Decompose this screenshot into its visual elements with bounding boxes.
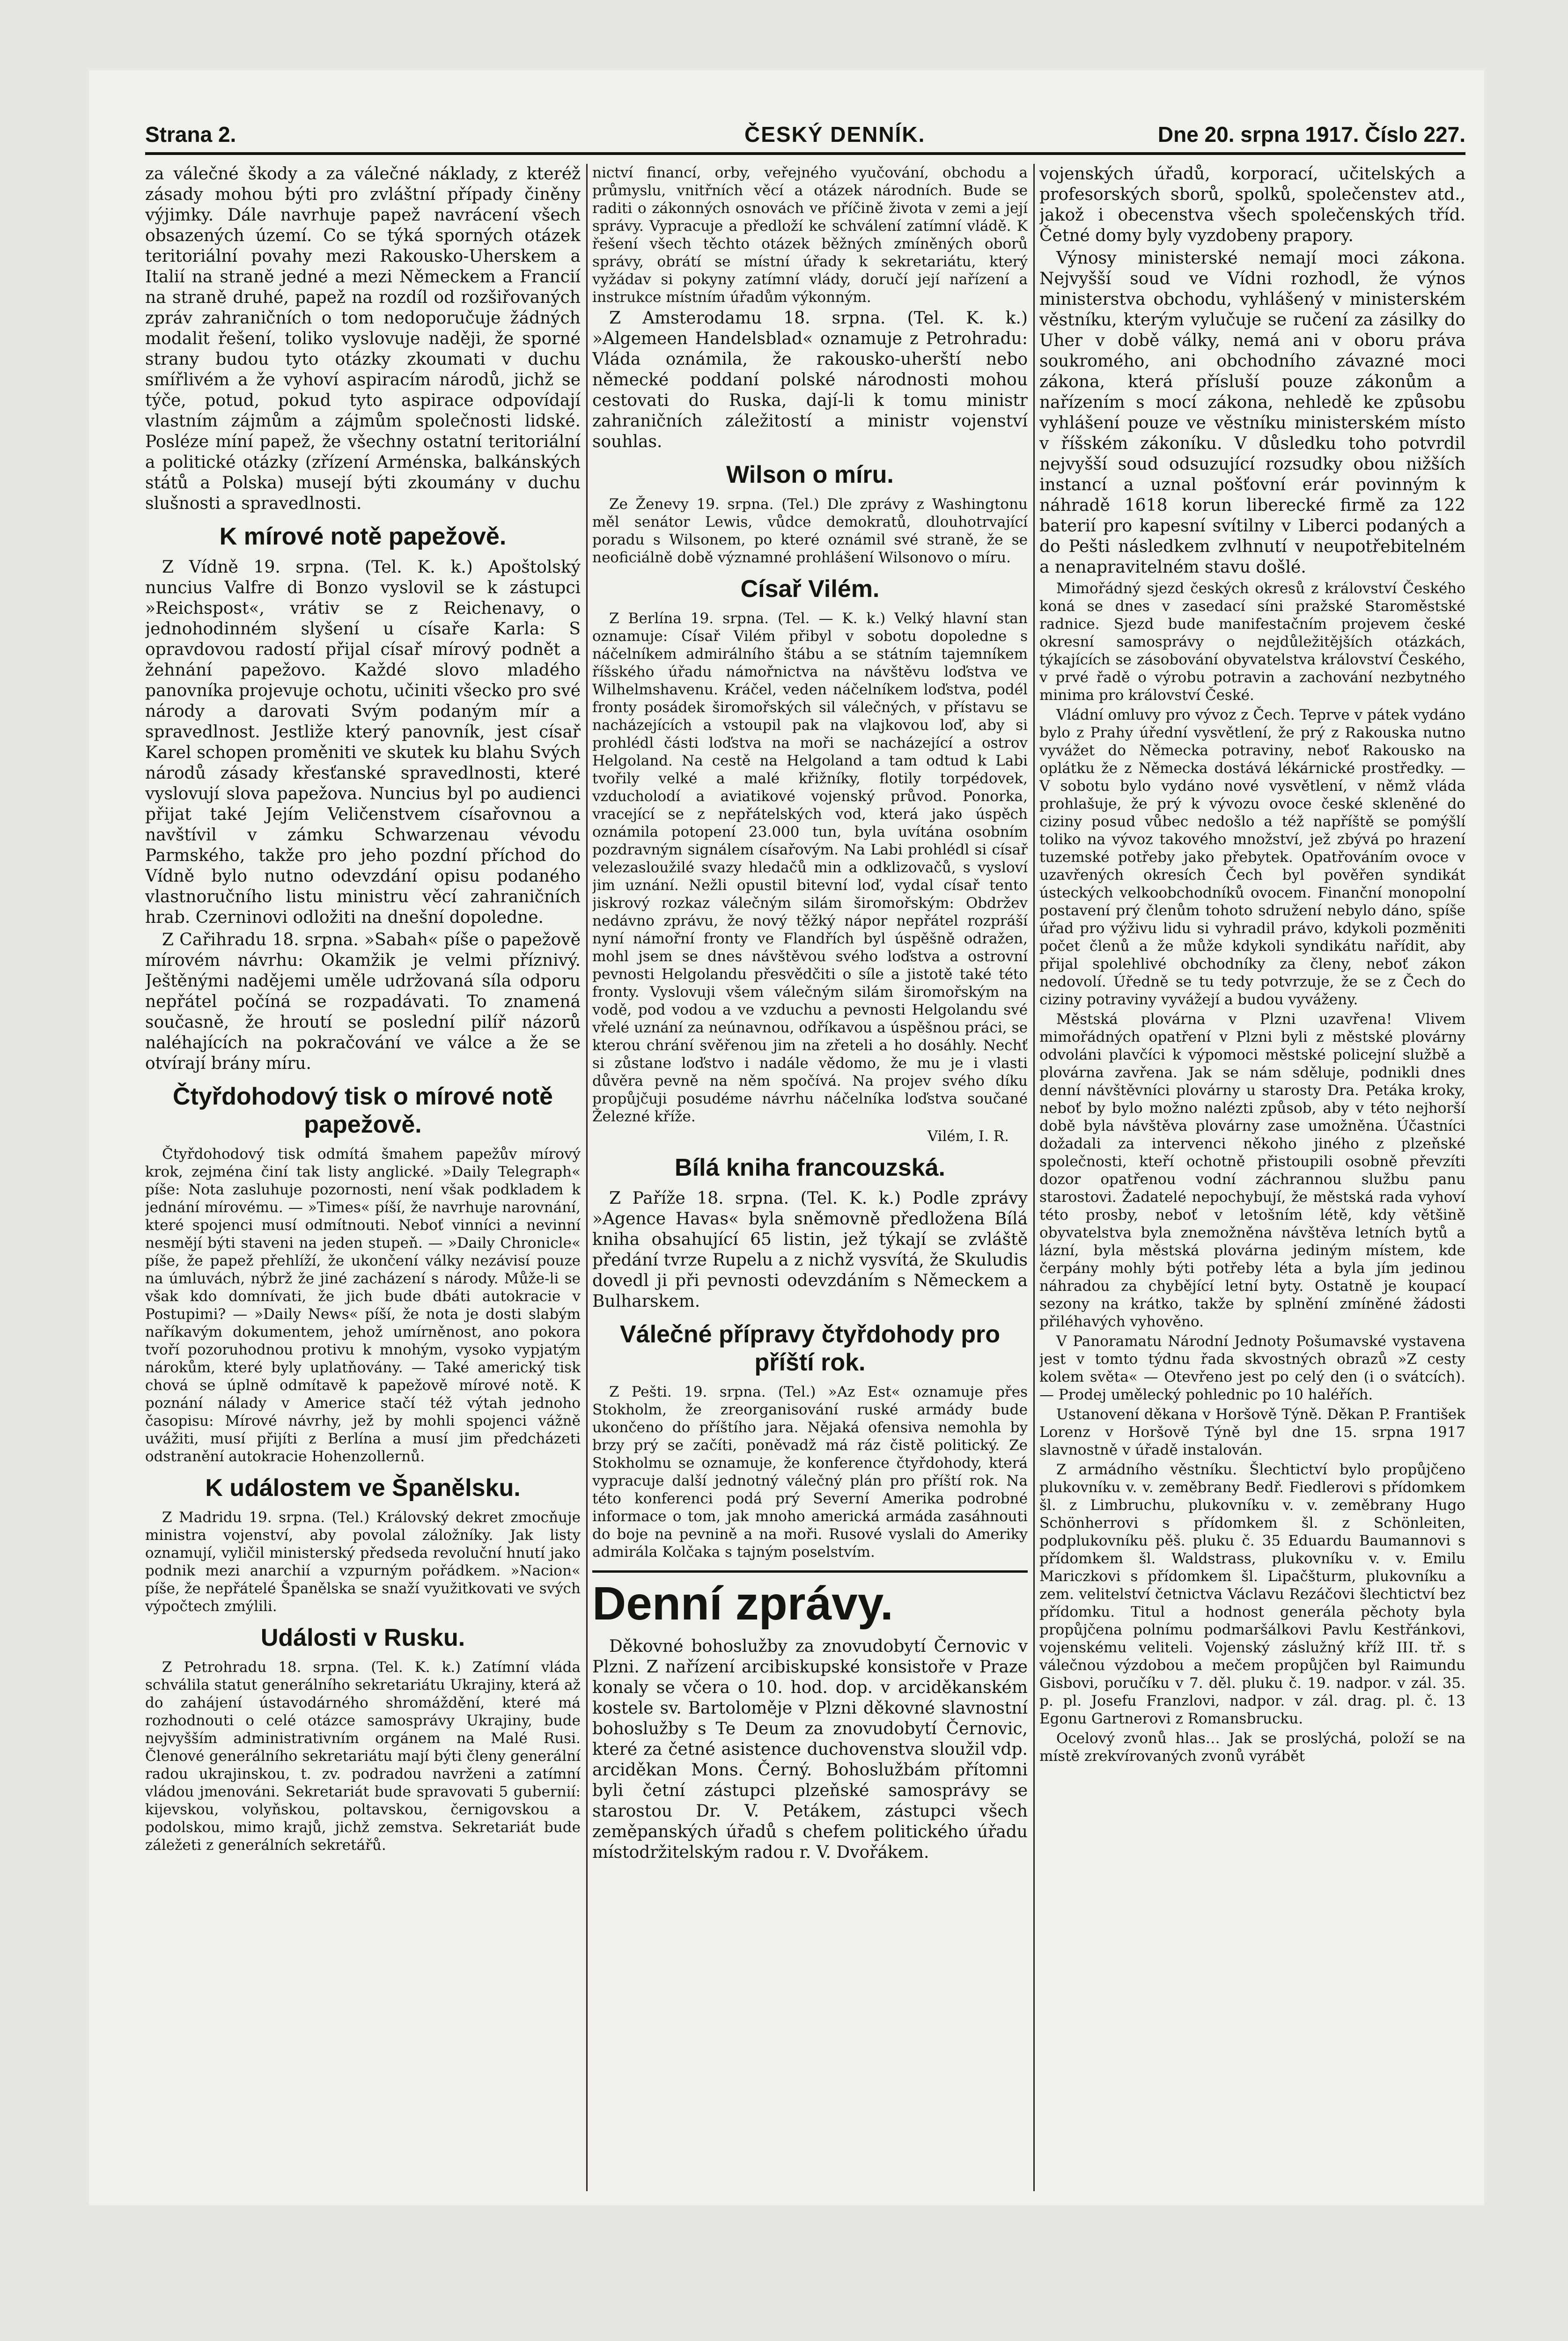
article-paragraph: za válečné škody a za válečné náklady, z kteréž zásady mohou býti pro zvláštní případy činěny výjimky. Dále navrhuje papež navrácení všech obsazených území. Co se týká sporných otázek teritoriální povahy mezi Rakousko-Uherskem a Italií na straně jedné a mezi Německem a Francií na straně druhé, papež na rozdíl od rozšiřovaných zpráv zahraničních o tom nedoporučuje žádných modalit řešení, toliko vyslovuje naději, že sporné strany budou tyto otázky zkoumati v duchu smířlivém a že vyhoví aspiracím národů, jichž se týče, potud, pokud tyto aspirace odpovídají vlastním zájmům a zájmům společnosti lidské. Posléze míní papež, že všechny ostatní teritoriální a politické otázky (zřízení Arménska, balkánských států a Polska) musejí býti zkoumány v duchu slušnosti a spravedlnosti. [145, 164, 581, 513]
article-paragraph: Městská plovárna v Plzni uzavřena! Vlivem mimořádných opatření v Plzni byli z městské plovárny odvoláni plavčíci k výpomoci městské policejní službě a plovárna zavřena. Jak se nám sděluje, podnikli dnes denní návštěvníci plovárny u starosty Dra. Petáka kroky, neboť by bylo možno nalézti způsob, aby v této nejhorší době byla návštěva plovárny zase umožněna. Účastníci dožadali za intervenci někoho jiného z plzeňské společnosti, kteří ochotně přistoupili osobně převzíti dozor opatřenou vodní záchrannou službu panu starostovi. Žadatelé nepochybují, že městská rada vyhoví této prosby, neboť v letošním létě, kdy většině obyvatelstva byla znemožněna návštěva letních bytů a lázní, byla městská plovárna jediným místem, kde čerpány mohly býti potřeby léta a byla jím jedinou náhradou za chybějící letní byty. Ostatně je koupací sezony na krátko, takže by splnění zmíněné žádosti přiléhavých vyhověno. [1039, 1011, 1465, 1330]
column-divider [586, 164, 588, 2191]
article-paragraph: Z Pešti. 19. srpna. (Tel.) »Az Est« oznamuje přes Stokholm, že zreorganisování ruské armády bude ukončeno do příštího jara. Nějaká ofensiva nemohla by brzy prý se začíti, poněvadž má ráz čistě politický. Ze Stokholmu se oznamuje, že konference čtyřdohody, která vypracuje další jednotný válečný plán pro příští rok. Na této konferenci podá prý Severní Amerika podrobné informace o tom, jak mnoho americká armáda zasáhnouti do boje na pevnině a na moři. Rusové vyslali do Ameriky admirála Kolčaka s tajným poselstvím. [592, 1384, 1028, 1561]
signature: Vilém, I. R. [927, 1128, 1009, 1145]
section-headline: Denní zprávy. [592, 1570, 1028, 1630]
article-paragraph: Děkovné bohoslužby za znovudobytí Černovic v Plzni. Z nařízení arcibiskupské konsistoře v Praze konaly se včera o 10. hod. dop. v arciděkanském kostele sv. Bartoloměje v Plzni děkovné slavnostní bohoslužby s Te Deum za znovudobytí Černovic, které za četné asistence duchovenstva sloužil vdp. arciděkan Mons. Černý. Bohoslužbám přítomni byli četní zástupci plzeňské samosprávy se starostou Dr. V. Petákem, zástupci všech zeměpanských úřadů s chefem politického úřadu místodržitelským radou r. V. Dvořákem. [592, 1637, 1028, 1862]
article-headline: Události v Rusku. [260, 1624, 465, 1651]
article-paragraph: Výnosy ministerské nemají moci zákona. Nejvyšší soud ve Vídni rozhodl, že výnos ministerstva obchodu, vyhlášený v ministerském věstníku, kterým vylučuje se ručení za zásilky do Uher v době války, nemá ani v oboru práva soukromého, ani obchodního závazné moci zákona, která přísluší pouze zákonům a nařízením s mocí zákona, nehledě ke způsobu vyhlášení pouze ve věstníku ministerském místo v říšském zákoníku. V důsledku toho potvrdil nejvyšší soud odsuzující rozsudky obou nižších instancí a uznal pošťovní erár povinným k náhradě 1618 korun liberecké firmě za 122 baterií pro kapesní svítilny v Liberci podaných a do Pešti následkem zvlhnutí v neupotřebitelném a nenapravitelném stavu došlé. [1039, 249, 1465, 577]
article-headline: Čtyřdohodový tisk o mírové notě papežově. [173, 1083, 553, 1138]
newspaper-page [89, 70, 1484, 2205]
article-paragraph: vojenských úřadů, korporací, učitelských a profesorských sborů, spolků, společenstev atd., jakož i obecenstva všech společenských tříd. Četné domy byly vyzdobeny prapory. [1039, 164, 1465, 245]
column-2 [592, 164, 1028, 2191]
article-headline: Válečné přípravy čtyřdohody pro příští rok. [619, 1321, 1001, 1376]
newspaper-title: ČESKÝ DENNÍK. [744, 122, 926, 147]
column-divider [1033, 164, 1035, 2191]
article-paragraph: Z Paříže 18. srpna. (Tel. K. k.) Podle zprávy »Agence Havas« byla sněmovně předložena Bílá kniha obsahující 65 listin, jež týkají se zvláště předání tvrze Rupelu a z nichž vysvítá, že Skuludis dovedl ji při pevnosti odevzdáním s Německem a Bulharskem. [592, 1189, 1028, 1311]
article-paragraph: Ustanovení děkana v Horšově Týně. Děkan P. František Lorenz v Horšově Týně byl dne 15. srpna 1917 slavnostně v úřadě instalován. [1039, 1406, 1465, 1458]
article-paragraph: V Panoramatu Národní Jednoty Pošumavské vystavena jest v tomto týdnu řada skvostných obrazů »Z cesty kolem světa« — Otevřeno jest po celý den (i o svátcích). — Prodej umělecký pohlednic po 10 haléřích. [1039, 1333, 1465, 1403]
article-headline: K událostem ve Španělsku. [205, 1474, 521, 1502]
article-paragraph: Z Cařihradu 18. srpna. »Sabah« píše o papežově mírovém návrhu: Okamžik je velmi příznivý. Ještěnými nadějemi uměle udržovaná síla odporu nepřátel počíná se rozpadávati. To znamená současně, že hroutí se poslední pilíř názorů naléhajících na pokračování ve válce a že se otvírají brány míru. [145, 930, 581, 1073]
article-headline: Bílá kniha francouzská. [675, 1154, 945, 1181]
article-paragraph: Z Amsterodamu 18. srpna. (Tel. K. k.) »Algemeen Handelsblad« oznamuje z Petrohradu: Vláda oznámila, že rakousko-uherští nebo německé poddaní polské národnosti mohou cestovati do Ruska, dají-li k tomu ministr zahraničních záležitostí a ministr vojenství souhlas. [592, 309, 1028, 451]
page-number: Strana 2. [145, 122, 236, 147]
article-paragraph: Ze Ženevy 19. srpna. (Tel.) Dle zprávy z Washingtonu měl senátor Lewis, vůdce demokratů, dlouhotrvající poradu s Wilsonem, po které oznámil své straně, že se neoficiálně době významné prohlášení Wilsonovo o míru. [592, 496, 1028, 566]
article-paragraph: Z Petrohradu 18. srpna. (Tel. K. k.) Zatímní vláda schválila statut generálního sekretariátu Ukrajiny, která až do zahájení ústavodárného shromáždění, které má rozhodnouti o celé otázce samosprávy Ukrajiny, bude nejvyšším administrativním orgánem na Malé Rusi. Členové generálního sekretariátu mají býti členy generální radou ukrajinskou, t. zv. podradou navrženi a zatímní vládou jmenováni. Sekretariát bude spravovati 5 gubernií: kijevskou, volyňskou, poltavskou, černigovskou a podolskou, mimo krajů, jichž zemstva. Sekretariát bude záležeti z generálních sekretářů. [145, 1659, 581, 1854]
article-headline: Wilson o míru. [726, 461, 894, 488]
article-paragraph: Ocelový zvonů hlas… Jak se proslýchá, položí se na místě zrekvírovaných zvonů vyrábět [1039, 1730, 1465, 1765]
article-paragraph: nictví financí, orby, veřejného vyučování, obchodu a průmyslu, vnitřních věcí a otázek národních. Bude se raditi o zákonných osnovách ve příčině života v zemi a její správy. Vypracuje a předloží ke schválení zatímní vládě. K řešení všech těchto otázek běžných zmíněných oborů správy, obrátí se místní úřady k sekretariátu, který vyžádav si pokyny zatímní vlády, doručí její nařízení a instrukce místním úřadům výkonným. [592, 164, 1028, 306]
column-3 [1039, 164, 1465, 2191]
issue-date: Dne 20. srpna 1917. Číslo 227. [1157, 122, 1465, 147]
article-paragraph: Z Vídně 19. srpna. (Tel. K. k.) Apoštolský nuncius Valfre di Bonzo vyslovil se k zástupci »Reichspost«, vrátiv se z Reichenavy, o jednohodinném slyšení u císaře Karla: S opravdovou radostí přijal císař mírový podnět a žehnání papežovo. Každé slovo mladého panovníka projevuje ochotu, učiniti všecko pro své národy a darovati Svým podaným mír a spravedlnost. Jestliže který panovník, jest císař Karel schopen proměniti ve skutek ku blahu Svých národů zásady křesťanské spravedlnosti, které vyslovují slova papežova. Nuncius byl po audienci přijat také Jejím Veličenstvem císařovnou a navštívil v zámku Schwarzenau vévodu Parmského, takže pro jeho pozdní příchod do Vídně bylo nutno odevzdání opisu podaného vlastnoručního listu ministru věcí zahraničních hrab. Czerninovi odložiti na dnešní dopoledne. [145, 558, 581, 927]
article-headline: K mírové notě papežově. [219, 523, 507, 550]
article-paragraph: Mimořádný sjezd českých okresů z království Českého koná se dnes v zasedací síni pražské Staroměstské radnice. Sjezd bude manifestačním projevem české okresní samosprávy o nejdůležitějších otázkách, týkajících se zásobování obyvatelstva království Českého, v prvé řadě o výrobu potravin a zachování nezbytného minima pro království České. [1039, 580, 1465, 704]
header-rule [145, 152, 1465, 155]
column-1 [145, 164, 581, 2191]
page-header [145, 112, 1465, 155]
article-paragraph: Z Berlína 19. srpna. (Tel. — K. k.) Velký hlavní stan oznamuje: Císař Vilém přibyl v sobotu dopoledne s náčelníkem admirálního štábu a se státním tajemníkem říšského úřadu námořnictva na návštěvu loďstva ve Wilhelmshavenu. Kráčel, veden náčelníkem loďstva, podél fronty posádek širomořských sil válečných, v přístavu se nacházejících a vstoupil pak na vlajkovou loď, aby si prohlédl části loďstva na moři se nacházející a ostrov Helgoland. Na cestě na Helgoland a tam odtud k Labi tvořily velké a malé křižníky, flotily torpédovek, vzducholodí a aviatikové vojenský průvod. Ponorka, vracející se z nepřátelských vod, která jako úspěch oznámila potopení 23.000 tun, byla uvítána osobním pozdravným signálem císařovým. Na Labi prohlédl si císař velezasloužilé svazy hledačů min a odklizovačů, s vysloví jim uznání. Nežli opustil bitevní loď, vydal císař tento jiskrový rozkaz válečným silám širomořským: Obdržev nedávno zprávu, že nový těžký nápor nepřátel rozpráší nyní námořní fronty ve Flandřích byl úspěšně odražen, mohl jsem se dnes návštěvou svého loďstva a ostrovní pevnosti Helgolandu přesvědčiti o síle a jistotě také této fronty. Vyslovuji všem válečným silám širomořským na vodě, pod vodou a ve vzduchu a pevnosti Helgolandu své vřelé uznání za neúnavnou, odříkavou a úspěšnou práci, se kterou chrání svěřenou jim na zřeteli a ho dosáhly. Nechť si zůstane loďstvo i nadále vědomo, že mu je i vlasti důvěra pevně na něm spočívá. Na projev svého díku propůjčuji posudéme návrhu náčelníka loďstva součané Železné kříže. [592, 610, 1028, 1125]
article-headline: Císař Vilém. [740, 575, 880, 603]
article-paragraph: Z Madridu 19. srpna. (Tel.) Královský dekret zmocňuje ministra vojenství, aby povolal záložníky. Jak listy oznamují, vyličil ministerský předseda revoluční hnutí jako podnik mezi anarchií a vzpurným pořádkem. »Nacion« píše, že nepřátelé Španělska se snaží využitkovati ve svých výpočtech zmýlili. [145, 1509, 581, 1615]
article-paragraph: Vládní omluvy pro vývoz z Čech. Teprve v pátek vydáno bylo z Prahy úřední vysvětlení, že prý z Rakouska nutno vyvážet do Německa potraviny, neboť Rakousko na oplátku že z Německa dostává lékárnické prostředky. — V sobotu bylo vydáno nové vysvětlení, v němž vláda prohlašuje, že prý k vývozu ovoce české skleněné do ciziny posud vůbec nedošlo a též napříště se pomýšlí toliko na vývoz takového množství, jež zbývá po hrazení tuzemské potřeby jako přebytek. Opatřováním ovoce v uzavřených okresích Čech byl pověřen syndikát ústeckých velkoobchodníků ovocem. Finanční monopolní postavení prý členům tohoto sdružení nebylo dáno, spíše úřad pro výživu lidu si vyhradil právo, kdykoli pozměniti počet členů a že může kdykoli syndikátu nařídit, aby přijal spolehlivé obchodníky za členy, neboť zákon nedovolí. Úředně se tu tedy potvrzuje, že se z Čech do ciziny potraviny vyvážejí a budou vyváženy. [1039, 707, 1465, 1008]
article-paragraph: Z armádního věstníku. Šlechtictví bylo propůjčeno plukovníku v. v. zeměbrany Bedř. Fiedlerovi s přídomkem šl. z Limbruchu, plukovníku v. v. zeměbrany Hugo Schönherrovi s přídomkem šl. z Schönleiten, podplukovníku pěš. pluku č. 35 Eduardu Baumannovi s přídomkem šl. Waldstrass, plukovníku v. v. Emilu Mariczkovi s přídomkem šl. Lipačšturm, plukovníku a zem. velitelství četnictva Václavu Rezáčovi šlechtictví bez přídomku. Titul a hodnost generála pěchoty byla propůjčena polnímu podmaršálkovi Pavlu Kestřánkovi, vojenskému veliteli. Vojenský záslužný kříž III. tř. s válečnou výzdobou a mečem propůjčen byl Raimundu Gisbovi, poručíku v 7. děl. pluku č. 19. nadpor. v zál. 35. p. pl. Josefu Franzlovi, nadpor. v zál. drag. pl. č. 13 Egonu Gartnerovi z Romansbrucku. [1039, 1461, 1465, 1727]
article-paragraph: Čtyřdohodový tisk odmítá šmahem papežův mírový krok, zejména činí tak listy anglické. »Daily Telegraph« píše: Nota zasluhuje pozornosti, není však podkladem k jednání mírovému. — »Times« píší, že navrhuje narovnání, které spojenci musí odmítnouti. Neboť vinníci a nevinní nesmějí býti staveni na jeden stupeň. — »Daily Chronicle« píše, že papež přehlíží, že ukončení války nezávisí pouze na úmluvách, nýbrž že jiné zacházení s národy. Může-li se však kdo domnívati, že jich bude dbáti autokracie v Postupimi? — »Daily News« píší, že nota je dosti slabým naříkavým dokumentem, jehož umírněnost, ano pokora tvoří pozoruhodnou protivu k mnohým, vysoko vypjatým nárokům, které byly uplatňovány. — Také americký tisk chová se úplně odmítavě k papežově mírové notě. K poznání nálady v Americe stačí též výtah jednoho časopisu: Mírové návrhy, jež by mohli spojenci vážně uvážiti, musí přijíti z Berlína a musí jim předcházeti odstranění autokracie Hohenzollernů. [145, 1146, 581, 1465]
